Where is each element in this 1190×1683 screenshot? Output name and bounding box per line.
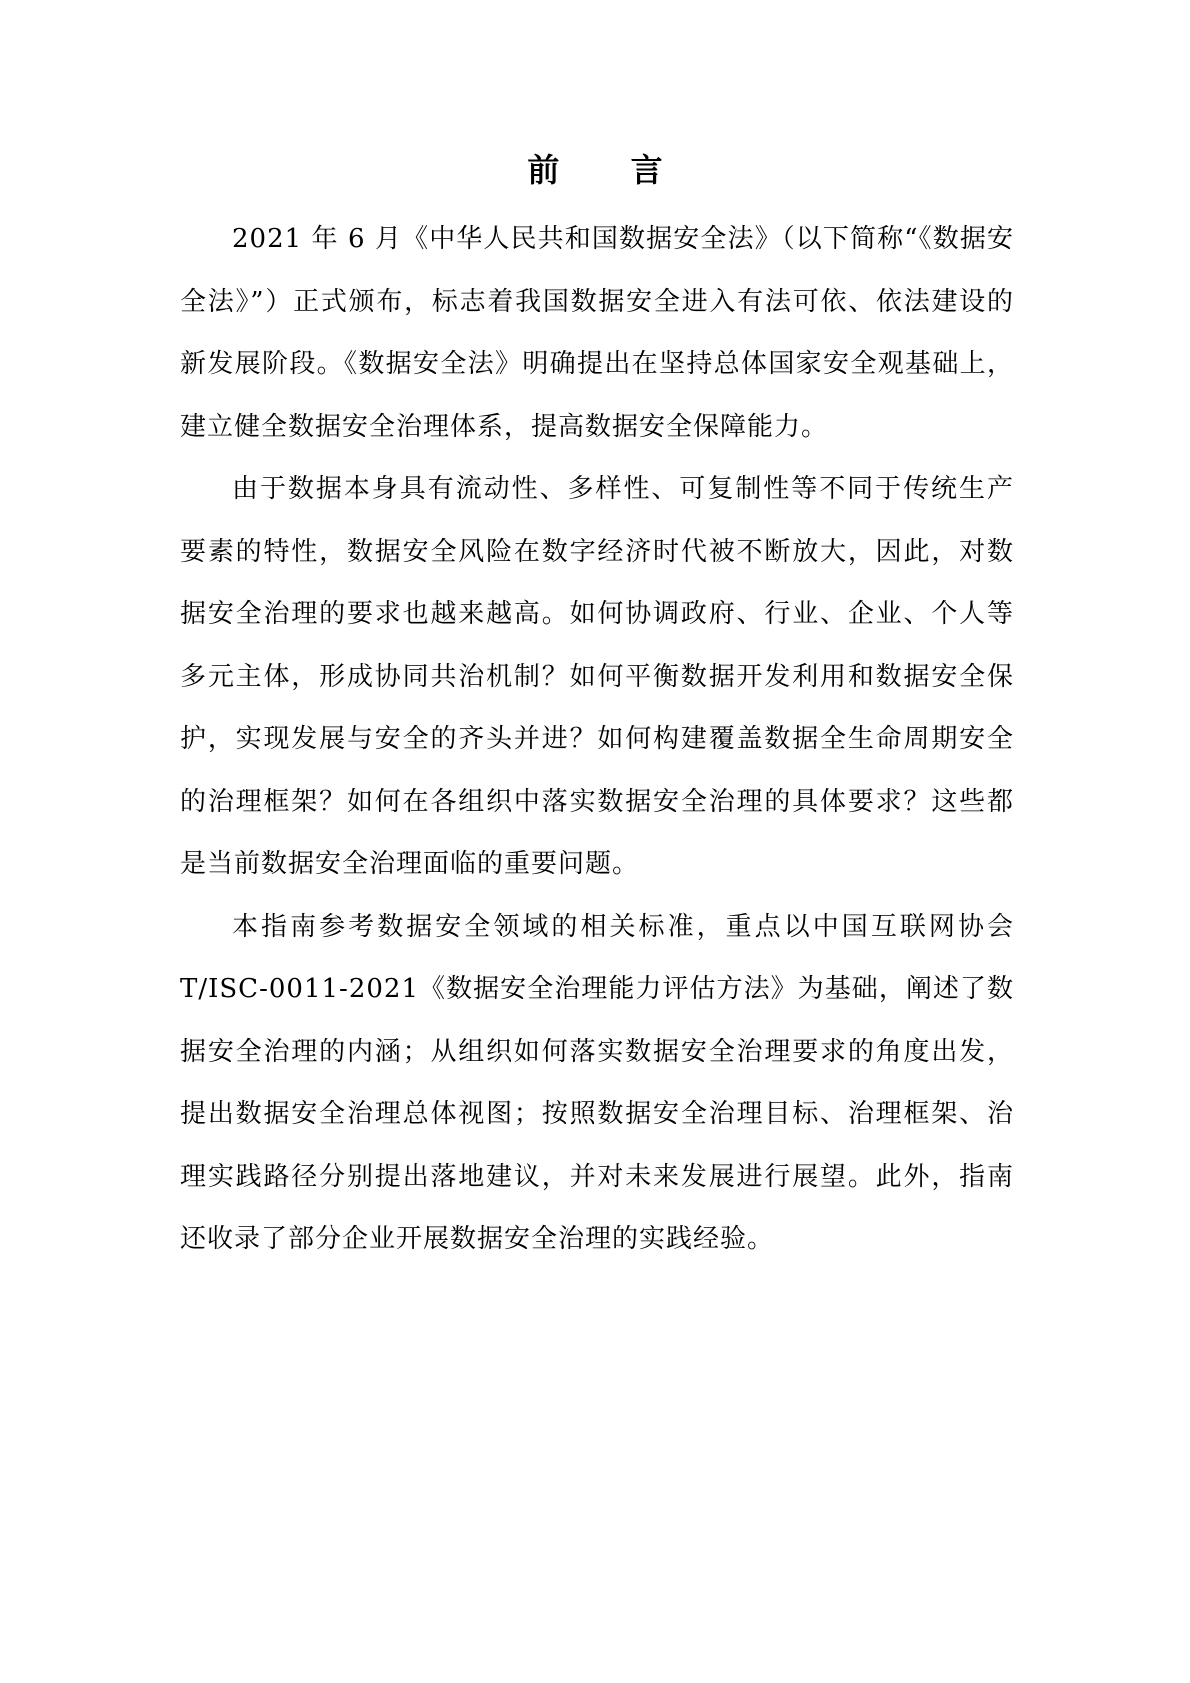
page-title: 前 言: [527, 151, 693, 189]
paragraph-2: 由于数据本身具有流动性、多样性、可复制性等不同于传统生产要素的特性，数据安全风险在数字经济时代被不断放大，因此，对数据安全治理的要求也越来越高。如何协调政府、行业、企业、个人等多元主体，形成协同共治机制？如何平衡数据开发利用和数据安全保护，实现发展与安全的齐头并进？如何构建覆盖数据全生命周期安全的治理框架？如何在各组织中落实数据安全治理的具体要求？这些都是当前数据安全治理面临的重要问题。: [180, 474, 1014, 879]
document-body: [180, 208, 1014, 1271]
paragraph-1: 2021 年 6 月《中华人民共和国数据安全法》（以下简称“《数据安全法》”）正式颁布，标志着我国数据安全进入有法可依、依法建设的新发展阶段。《数据安全法》明确提出在坚持总体国家安全观基础上，建立健全数据安全治理体系，提高数据安全保障能力。: [180, 224, 1014, 442]
paragraph-3: 本指南参考数据安全领域的相关标准，重点以中国互联网协会 T/ISC-0011-2021《数据安全治理能力评估方法》为基础，阐述了数据安全治理的内涵；从组织如何落实数据安全治理要求的角度出发，提出数据安全治理总体视图；按照数据安全治理目标、治理框架、治理实践路径分别提出落地建议，并对未来发展进行展望。此外，指南还收录了部分企业开展数据安全治理的实践经验。: [180, 911, 1014, 1254]
